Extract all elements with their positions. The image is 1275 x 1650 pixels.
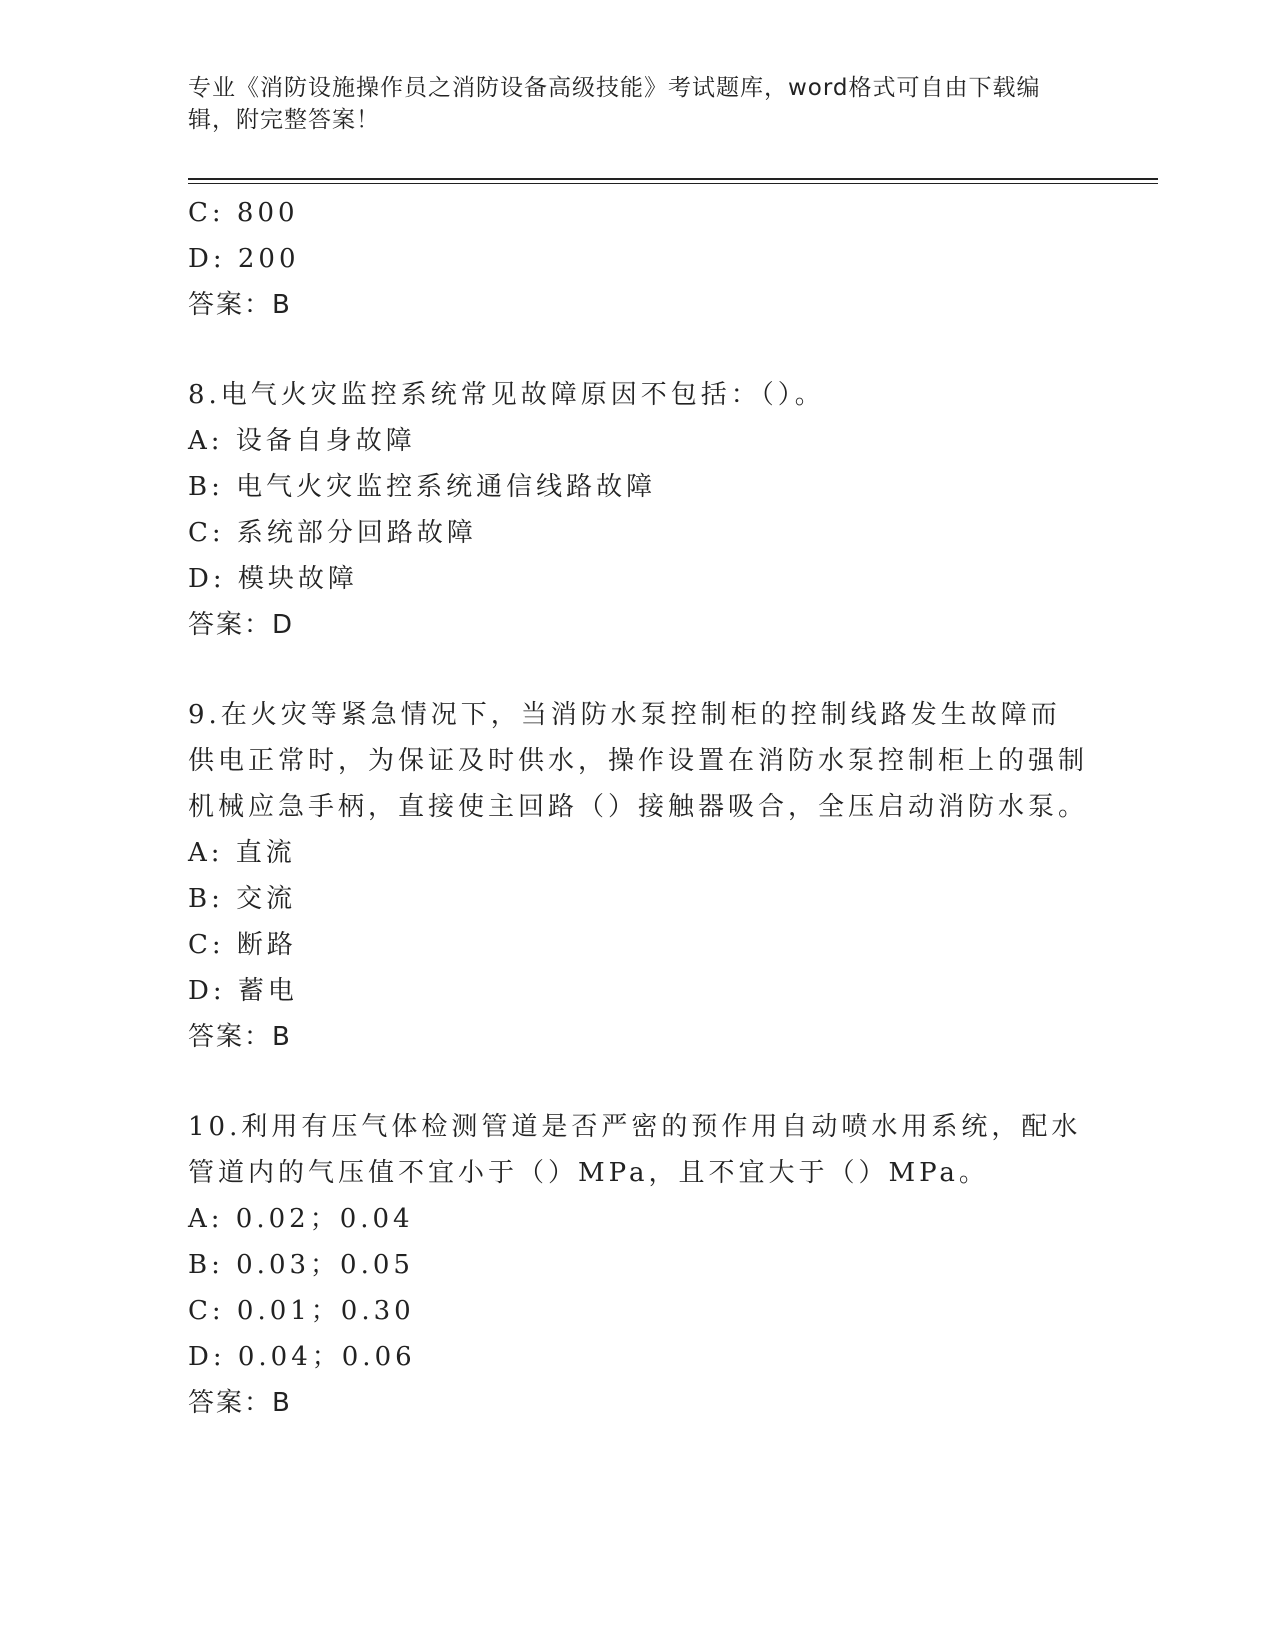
option-c: C: 断路 — [188, 930, 297, 960]
option-c: C: 系统部分回路故障 — [188, 518, 477, 548]
option-c: C: 0.01；0.30 — [188, 1296, 415, 1326]
question-content — [188, 190, 1088, 1426]
option-d: D: 200 — [188, 244, 300, 274]
answer: 答案：B — [188, 1388, 292, 1418]
answer: 答案：B — [188, 1022, 292, 1052]
option-c: C: 800 — [188, 198, 299, 228]
header-divider — [188, 178, 1158, 180]
option-d: D: 0.04；0.06 — [188, 1342, 416, 1372]
option-a: A: 设备自身故障 — [188, 426, 416, 456]
answer: 答案：D — [188, 610, 295, 640]
question-stem: 9.在火灾等紧急情况下，当消防水泵控制柜的控制线路发生故障而供电正常时，为保证及时供水，操作设置在消防水泵控制柜上的强制机械应急手柄，直接使主回路（）接触器吸合，全压启动消防水泵。 — [188, 700, 1089, 822]
option-b: B: 0.03；0.05 — [188, 1250, 414, 1280]
header-divider-thin — [188, 183, 1158, 184]
question-stem: 8.电气火灾监控系统常见故障原因不包括：（）。 — [188, 380, 825, 410]
option-b: B: 交流 — [188, 884, 297, 914]
answer: 答案：B — [188, 290, 292, 320]
option-a: A: 0.02；0.04 — [188, 1204, 414, 1234]
option-a: A: 直流 — [188, 838, 296, 868]
question-stem: 10.利用有压气体检测管道是否严密的预作用自动喷水用系统，配水管道内的气压值不宜小于（）MPa，且不宜大于（）MPa。 — [188, 1112, 1082, 1188]
option-d: D: 蓄电 — [188, 976, 298, 1006]
option-d: D: 模块故障 — [188, 564, 358, 594]
option-b: B: 电气火灾监控系统通信线路故障 — [188, 472, 657, 502]
page-header: 专业《消防设施操作员之消防设备高级技能》考试题库，word格式可自由下载编辑，附完整答案！ — [188, 75, 1041, 133]
